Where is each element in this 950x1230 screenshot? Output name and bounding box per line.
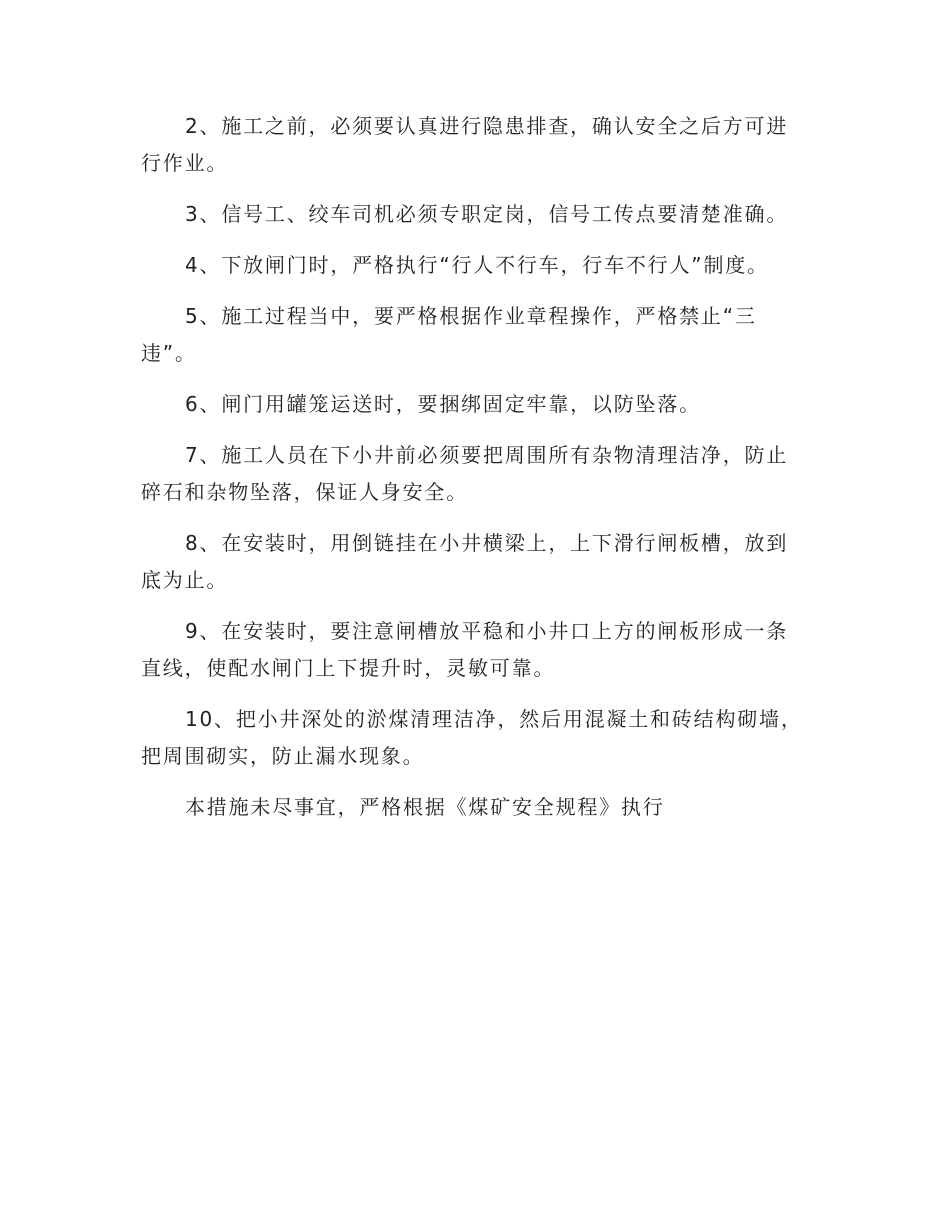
paragraph-5: 5、施工过程当中，要严格根据作业章程操作，严格禁止“三违”。 bbox=[141, 304, 757, 365]
paragraph-10: 10、把小井深处的淤煤清理洁净，然后用混凝土和砖结构砌墙，把周围砌实，防止漏水现象。 bbox=[141, 707, 803, 768]
paragraph-7: 7、施工人员在下小井前必须要把周围所有杂物清理洁净，防止碎石和杂物坠落，保证人身安全。 bbox=[141, 443, 789, 504]
closing-note: 本措施未尽事宜，严格根据《煤矿安全规程》执行 bbox=[185, 795, 665, 819]
paragraph-6: 6、闸门用罐笼运送时，要捆绑固定牢靠，以防坠落。 bbox=[185, 392, 701, 416]
document-body bbox=[141, 108, 809, 840]
paragraph-2: 2、施工之前，必须要认真进行隐患排查，确认安全之后方可进行作业。 bbox=[141, 114, 789, 175]
paragraph-9: 9、在安装时，要注意闸槽放平稳和小井口上方的闸板形成一条直线，使配水闸门上下提升时，灵敏可靠。 bbox=[141, 619, 789, 680]
paragraph-3: 3、信号工、绞车司机必须专职定岗，信号工传点要清楚准确。 bbox=[185, 202, 789, 226]
paragraph-4: 4、下放闸门时，严格执行“行人不行车，行车不行人”制度。 bbox=[185, 253, 769, 277]
paragraph-8: 8、在安装时，用倒链挂在小井横梁上，上下滑行闸板槽，放到底为止。 bbox=[141, 531, 789, 592]
